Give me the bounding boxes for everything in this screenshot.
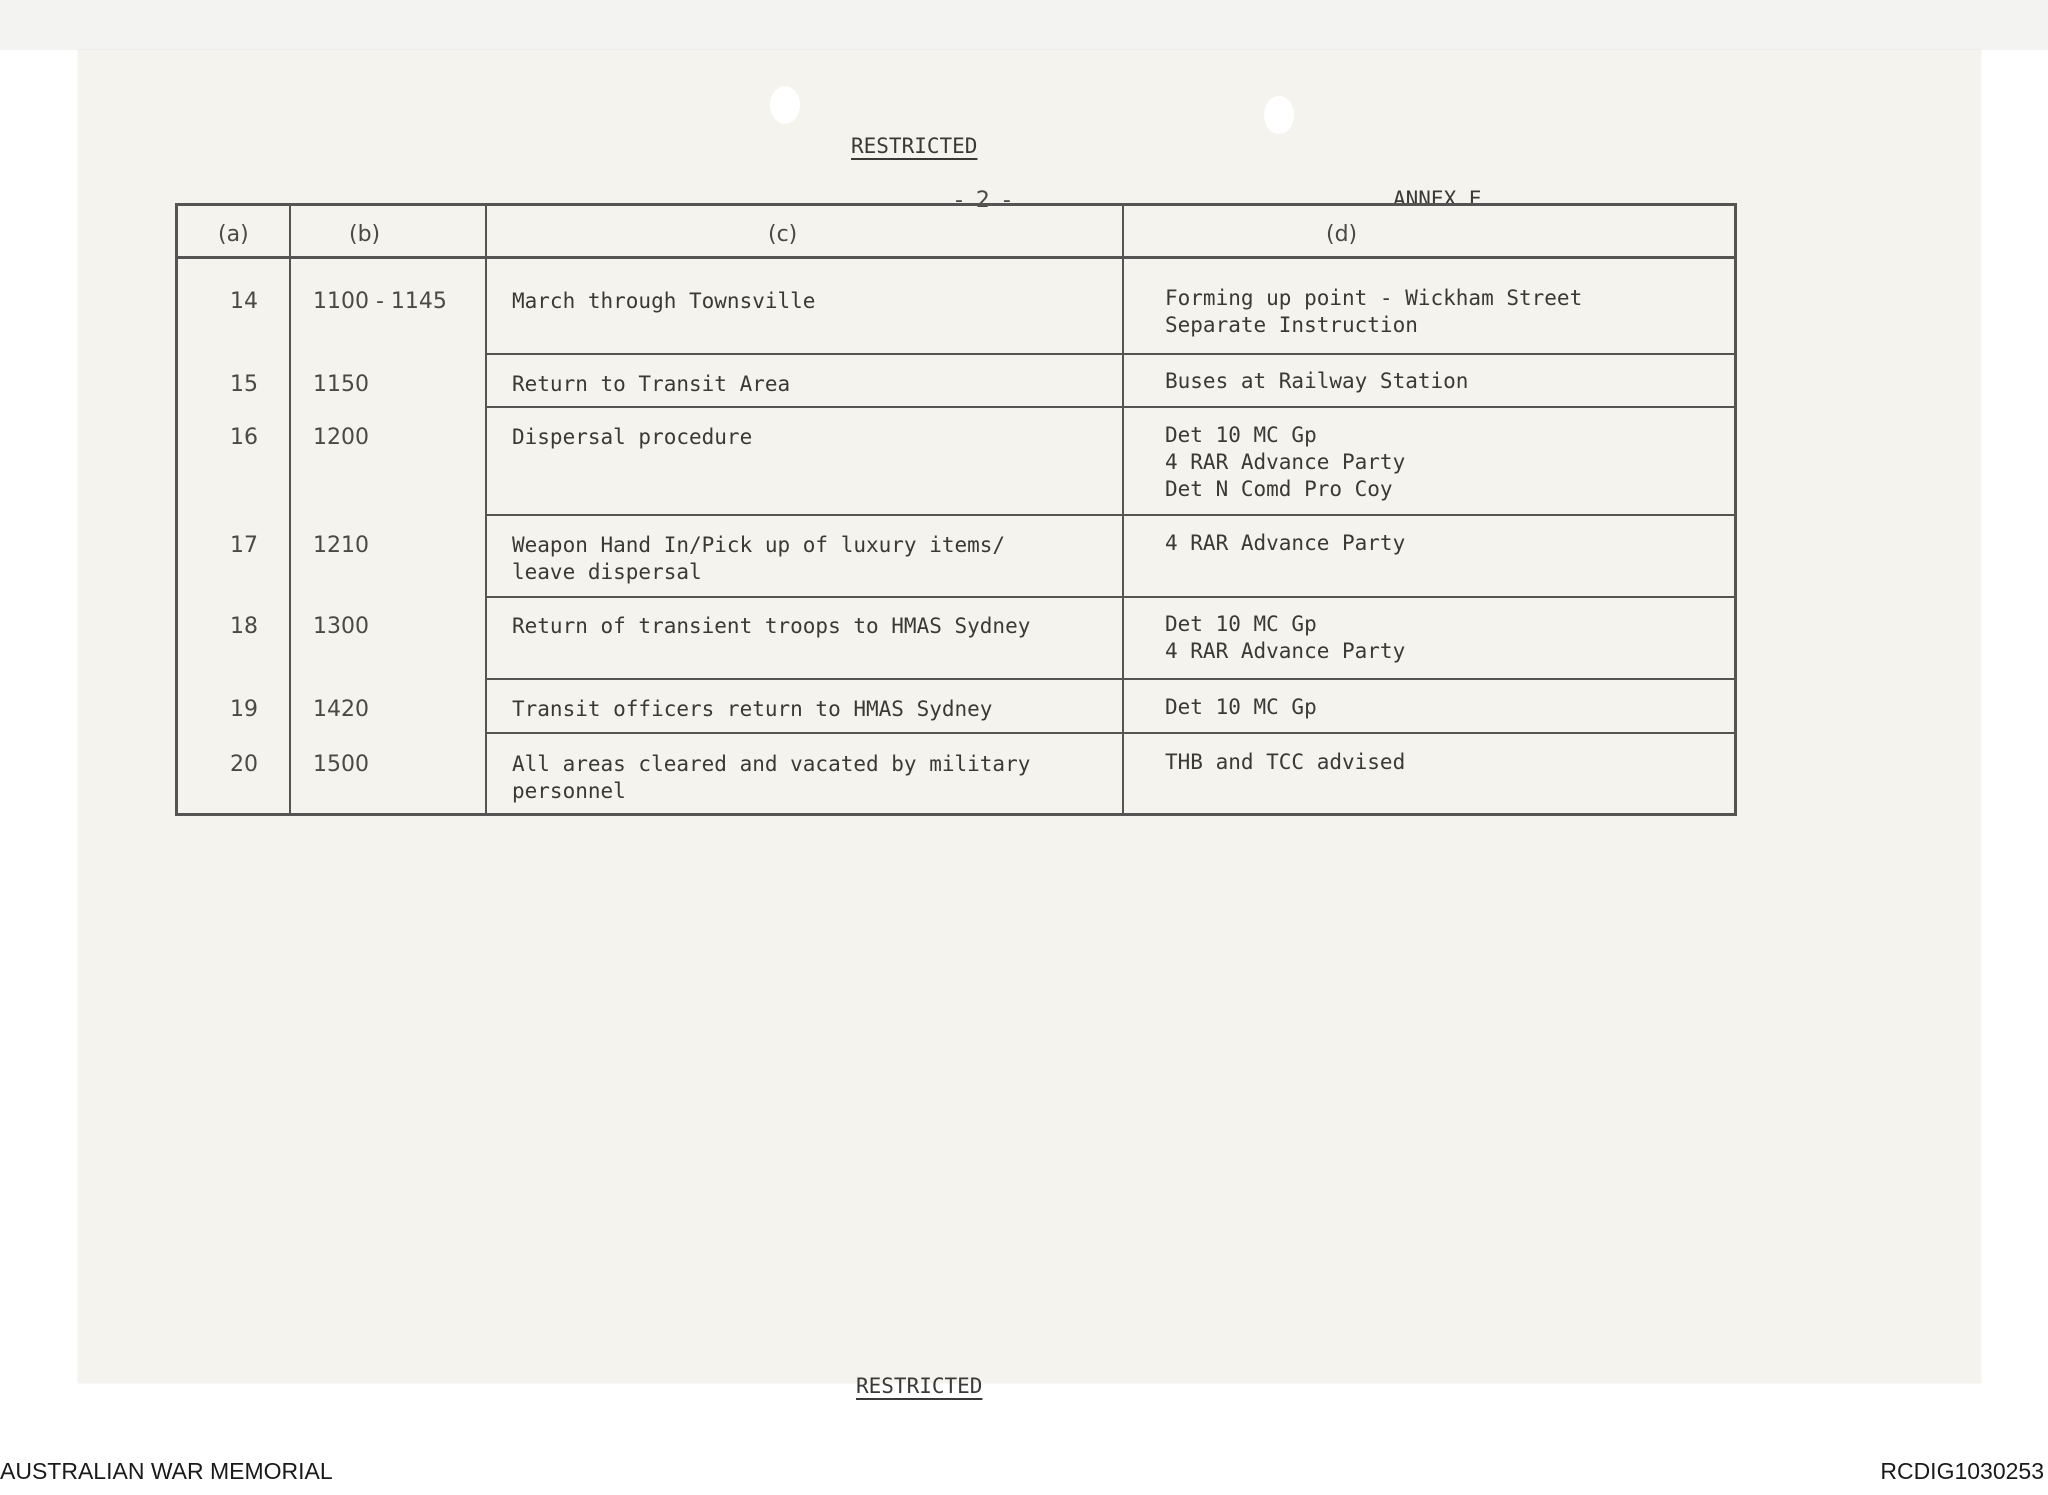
- classification-footer: RESTRICTED: [856, 1374, 983, 1398]
- row-activity: All areas cleared and vacated by military personnel: [512, 752, 1031, 803]
- row-activity: Dispersal procedure: [512, 425, 753, 449]
- classification-header: RESTRICTED: [851, 134, 978, 158]
- row-serial: 18: [230, 614, 258, 639]
- row-remarks: Det 10 MC Gp 4 RAR Advance Party Det N Comd Pro Coy: [1165, 423, 1406, 501]
- row-divider: [485, 514, 1734, 516]
- archive-identifier: RCDIG1030253: [1880, 1458, 2044, 1484]
- row-remarks: Det 10 MC Gp 4 RAR Advance Party: [1165, 612, 1406, 663]
- row-activity: Weapon Hand In/Pick up of luxury items/ leave dispersal: [512, 533, 1006, 584]
- archive-credit: AUSTRALIAN WAR MEMORIAL: [0, 1458, 333, 1484]
- column-header-b: (b): [349, 222, 381, 247]
- row-remarks: Forming up point - Wickham Street Separate Instruction: [1165, 286, 1583, 337]
- row-time: 1500: [313, 752, 369, 777]
- row-time: 1210: [313, 533, 369, 558]
- row-remarks: THB and TCC advised: [1165, 750, 1406, 774]
- row-serial: 16: [230, 425, 258, 450]
- row-divider: [485, 678, 1734, 680]
- row-serial: 20: [230, 752, 258, 777]
- annex-label: ANNEX E: [1393, 187, 1482, 211]
- row-remarks: 4 RAR Advance Party: [1165, 531, 1406, 555]
- row-serial: 15: [230, 372, 258, 397]
- row-divider: [485, 353, 1734, 355]
- row-time: 1420: [313, 697, 369, 722]
- row-activity: March through Townsville: [512, 289, 816, 313]
- scan-background-strip: [0, 0, 2048, 50]
- page-number: - 2 -: [955, 188, 1014, 213]
- punch-hole: [770, 86, 800, 124]
- document-page: [78, 50, 1981, 1398]
- punch-hole: [1264, 96, 1294, 134]
- row-serial: 19: [230, 697, 258, 722]
- row-serial: 17: [230, 533, 258, 558]
- column-divider: [1122, 206, 1124, 813]
- row-activity: Return of transient troops to HMAS Sydney: [512, 614, 1031, 638]
- column-divider: [289, 206, 291, 813]
- column-header-d: (d): [1326, 222, 1358, 247]
- row-divider: [485, 596, 1734, 598]
- row-activity: Return to Transit Area: [512, 372, 791, 396]
- row-activity: Transit officers return to HMAS Sydney: [512, 697, 993, 721]
- row-divider: [485, 732, 1734, 734]
- column-header-a: (a): [218, 222, 249, 247]
- row-time: 1100 - 1145: [313, 289, 447, 314]
- row-serial: 14: [230, 289, 258, 314]
- row-time: 1150: [313, 372, 369, 397]
- header-divider: [178, 256, 1734, 259]
- row-divider: [485, 406, 1734, 408]
- row-time: 1300: [313, 614, 369, 639]
- column-divider: [485, 206, 487, 813]
- column-header-c: (c): [768, 222, 798, 247]
- schedule-table: [175, 203, 1737, 816]
- row-remarks: Det 10 MC Gp: [1165, 695, 1317, 719]
- row-remarks: Buses at Railway Station: [1165, 369, 1469, 393]
- row-time: 1200: [313, 425, 369, 450]
